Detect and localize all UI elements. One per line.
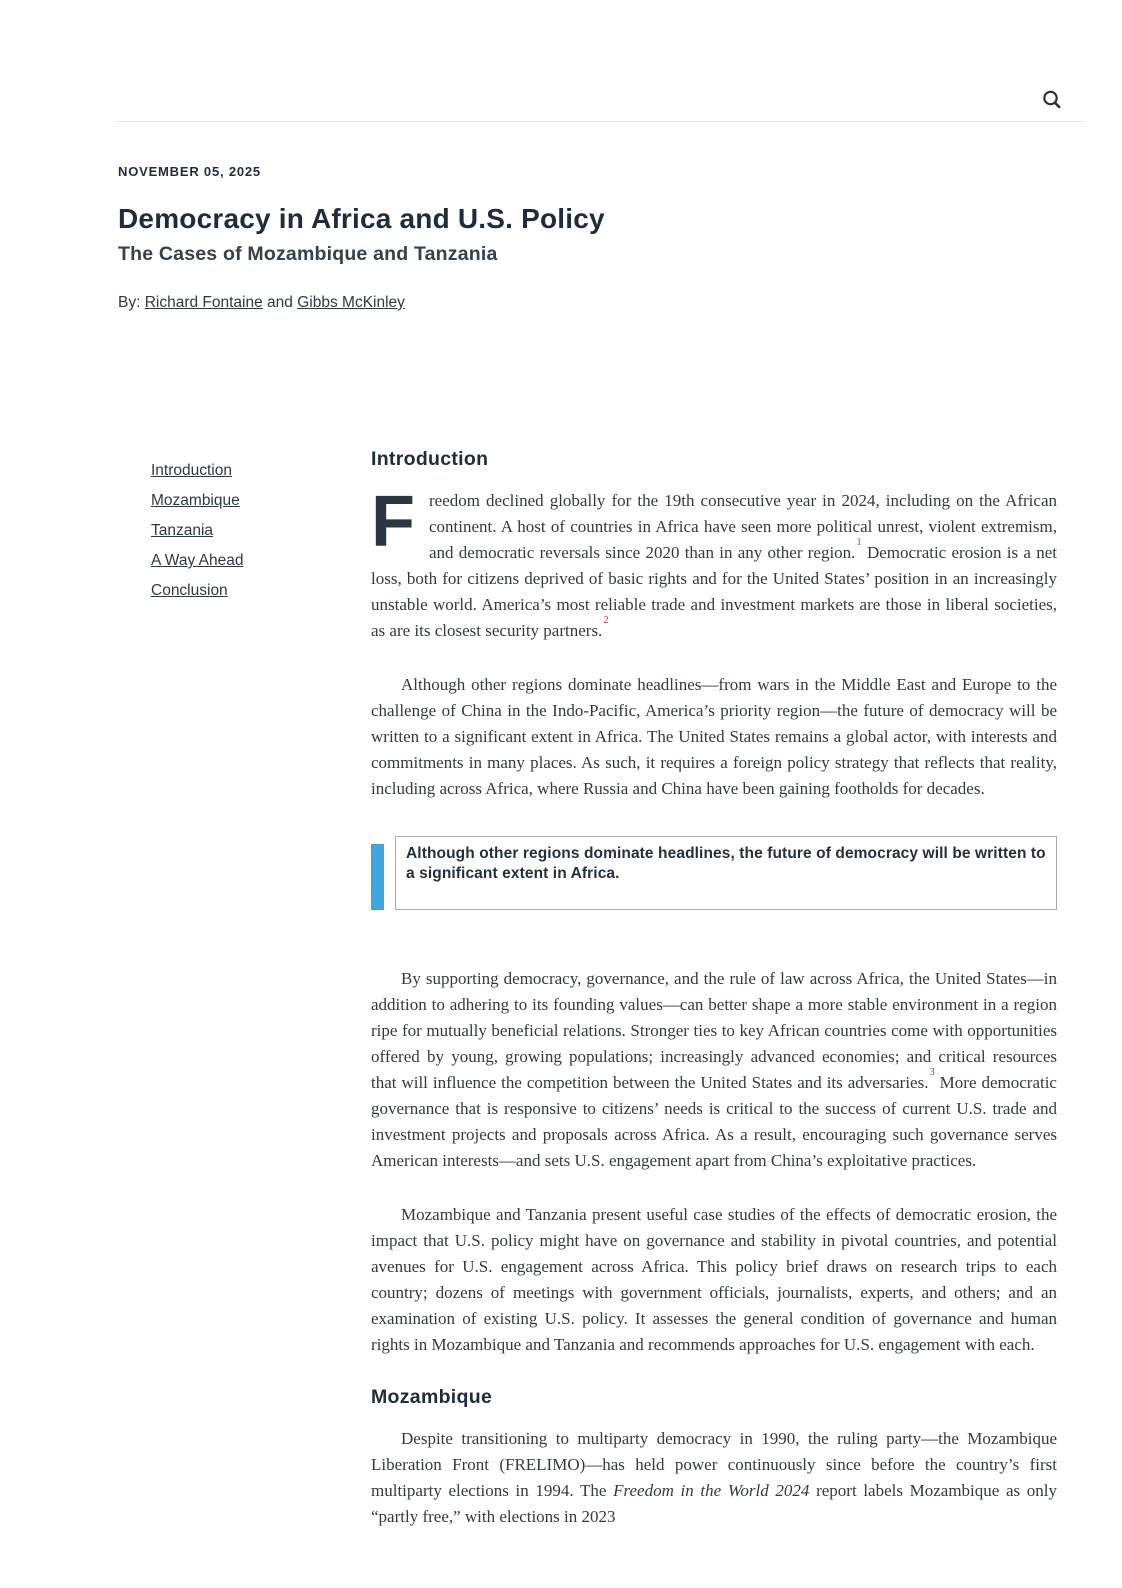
byline-separator: and <box>262 293 298 311</box>
article-title: Democracy in Africa and U.S. Policy <box>118 203 605 234</box>
search-button[interactable] <box>1038 86 1066 114</box>
pull-quote-accent-bar <box>371 844 384 910</box>
main-content <box>371 448 1057 1558</box>
sidebar-item-mozambique[interactable]: Mozambique <box>151 492 240 509</box>
article-header <box>118 164 1058 312</box>
pull-quote <box>371 836 1057 910</box>
article-date: NOVEMBER 05, 2025 <box>118 164 261 179</box>
section-heading-mozambique: Mozambique <box>371 1386 493 1408</box>
text-run: reedom declined globally for the 19th consecutive year in 2024, including on the African continent. A host of countries in Africa have seen more political unrest, violent extremism, and democratic reversals since 2020 than in any other region. <box>428 491 1057 562</box>
text-run: Democratic erosion is a net loss, both for citizens deprived of basic rights and for the United States’ position in an increasingly unstable world. America’s most reliable trade and investment markets are those in liberal societies, as are its closest security partners. <box>371 543 1057 640</box>
paragraph <box>371 1426 1057 1530</box>
sidebar-item-tanzania[interactable]: Tanzania <box>151 522 214 539</box>
author-link-gibbs-mckinley[interactable]: Gibbs McKinley <box>297 293 405 311</box>
text-run: More democratic governance that is responsive to citizens’ needs is critical to the success of current U.S. trade and investment projects and proposals across Africa. As a result, encouraging such governance serves American interests—and sets U.S. engagement apart from China’s exploitative practices. <box>371 1073 1057 1170</box>
section-mozambique <box>371 1386 1057 1530</box>
pull-quote-text: Although other regions dominate headlines, the future of democracy will be written to a significant extent in Africa. <box>395 836 1057 910</box>
text-run: Despite transitioning to multiparty democracy in 1990, the ruling party—the Mozambique Liberation Front (FRELIMO)—has held power continuously since before the country’s first multiparty elections in 1994. The <box>371 1429 1057 1500</box>
text-run: Mozambique and Tanzania present useful case studies of the effects of democratic erosion, the impact that U.S. policy might have on governance and stability in pivotal countries, and potential avenues for U.S. engagement across Africa. This policy brief draws on research trips to each country; dozens of meetings with government officials, journalists, experts, and others; and an examination of existing U.S. policy. It assesses the general condition of governance and human rights in Mozambique and Tanzania and recommends approaches for U.S. engagement with each. <box>371 1205 1057 1354</box>
text-run: By supporting democracy, governance, and the rule of law across Africa, the United States—in addition to adhering to its founding values—can better shape a more stable environment in a region ripe for mutually beneficial relations. Stronger ties to key African countries come with opportunities offered by young, growing populations; increasingly advanced economies; and critical resources that will influence the competition between the United States and its adversaries. <box>371 969 1057 1092</box>
paragraph <box>371 1202 1057 1358</box>
author-link-richard-fontaine[interactable]: Richard Fontaine <box>144 293 263 311</box>
byline <box>118 294 1058 312</box>
section-introduction <box>371 448 1057 1358</box>
italic-text: Freedom in the World 2024 <box>613 1481 810 1500</box>
table-of-contents <box>151 448 371 1558</box>
article-subtitle: The Cases of Mozambique and Tanzania <box>118 242 498 265</box>
body-columns <box>0 448 1122 1558</box>
sidebar-item-introduction[interactable]: Introduction <box>151 462 232 479</box>
paragraph <box>371 672 1057 802</box>
search-icon <box>1040 88 1064 112</box>
header-divider <box>115 121 1085 122</box>
sidebar-item-conclusion[interactable]: Conclusion <box>151 582 228 599</box>
footnote-ref[interactable]: 1 <box>856 537 862 549</box>
paragraph <box>371 966 1057 1174</box>
footnote-ref[interactable]: 2 <box>603 615 609 627</box>
footnote-ref[interactable]: 3 <box>929 1067 935 1079</box>
text-run: report labels Mozambique as only “partly free,” with elections in 2023 <box>371 1481 1058 1526</box>
drop-cap: F <box>371 482 415 562</box>
sidebar-item-a-way-ahead[interactable]: A Way Ahead <box>151 552 244 569</box>
paragraph <box>371 482 1057 644</box>
byline-prefix: By: <box>118 293 145 311</box>
text-run: Although other regions dominate headlines—from wars in the Middle East and Europe to the challenge of China in the Indo-Pacific, America’s priority region—the future of democracy will be written to a significant extent in Africa. The United States remains a global actor, with interests and commitments in many places. As such, it requires a foreign policy strategy that reflects that reality, including across Africa, where Russia and China have been gaining footholds for decades. <box>371 675 1057 798</box>
section-heading-introduction: Introduction <box>371 448 489 470</box>
